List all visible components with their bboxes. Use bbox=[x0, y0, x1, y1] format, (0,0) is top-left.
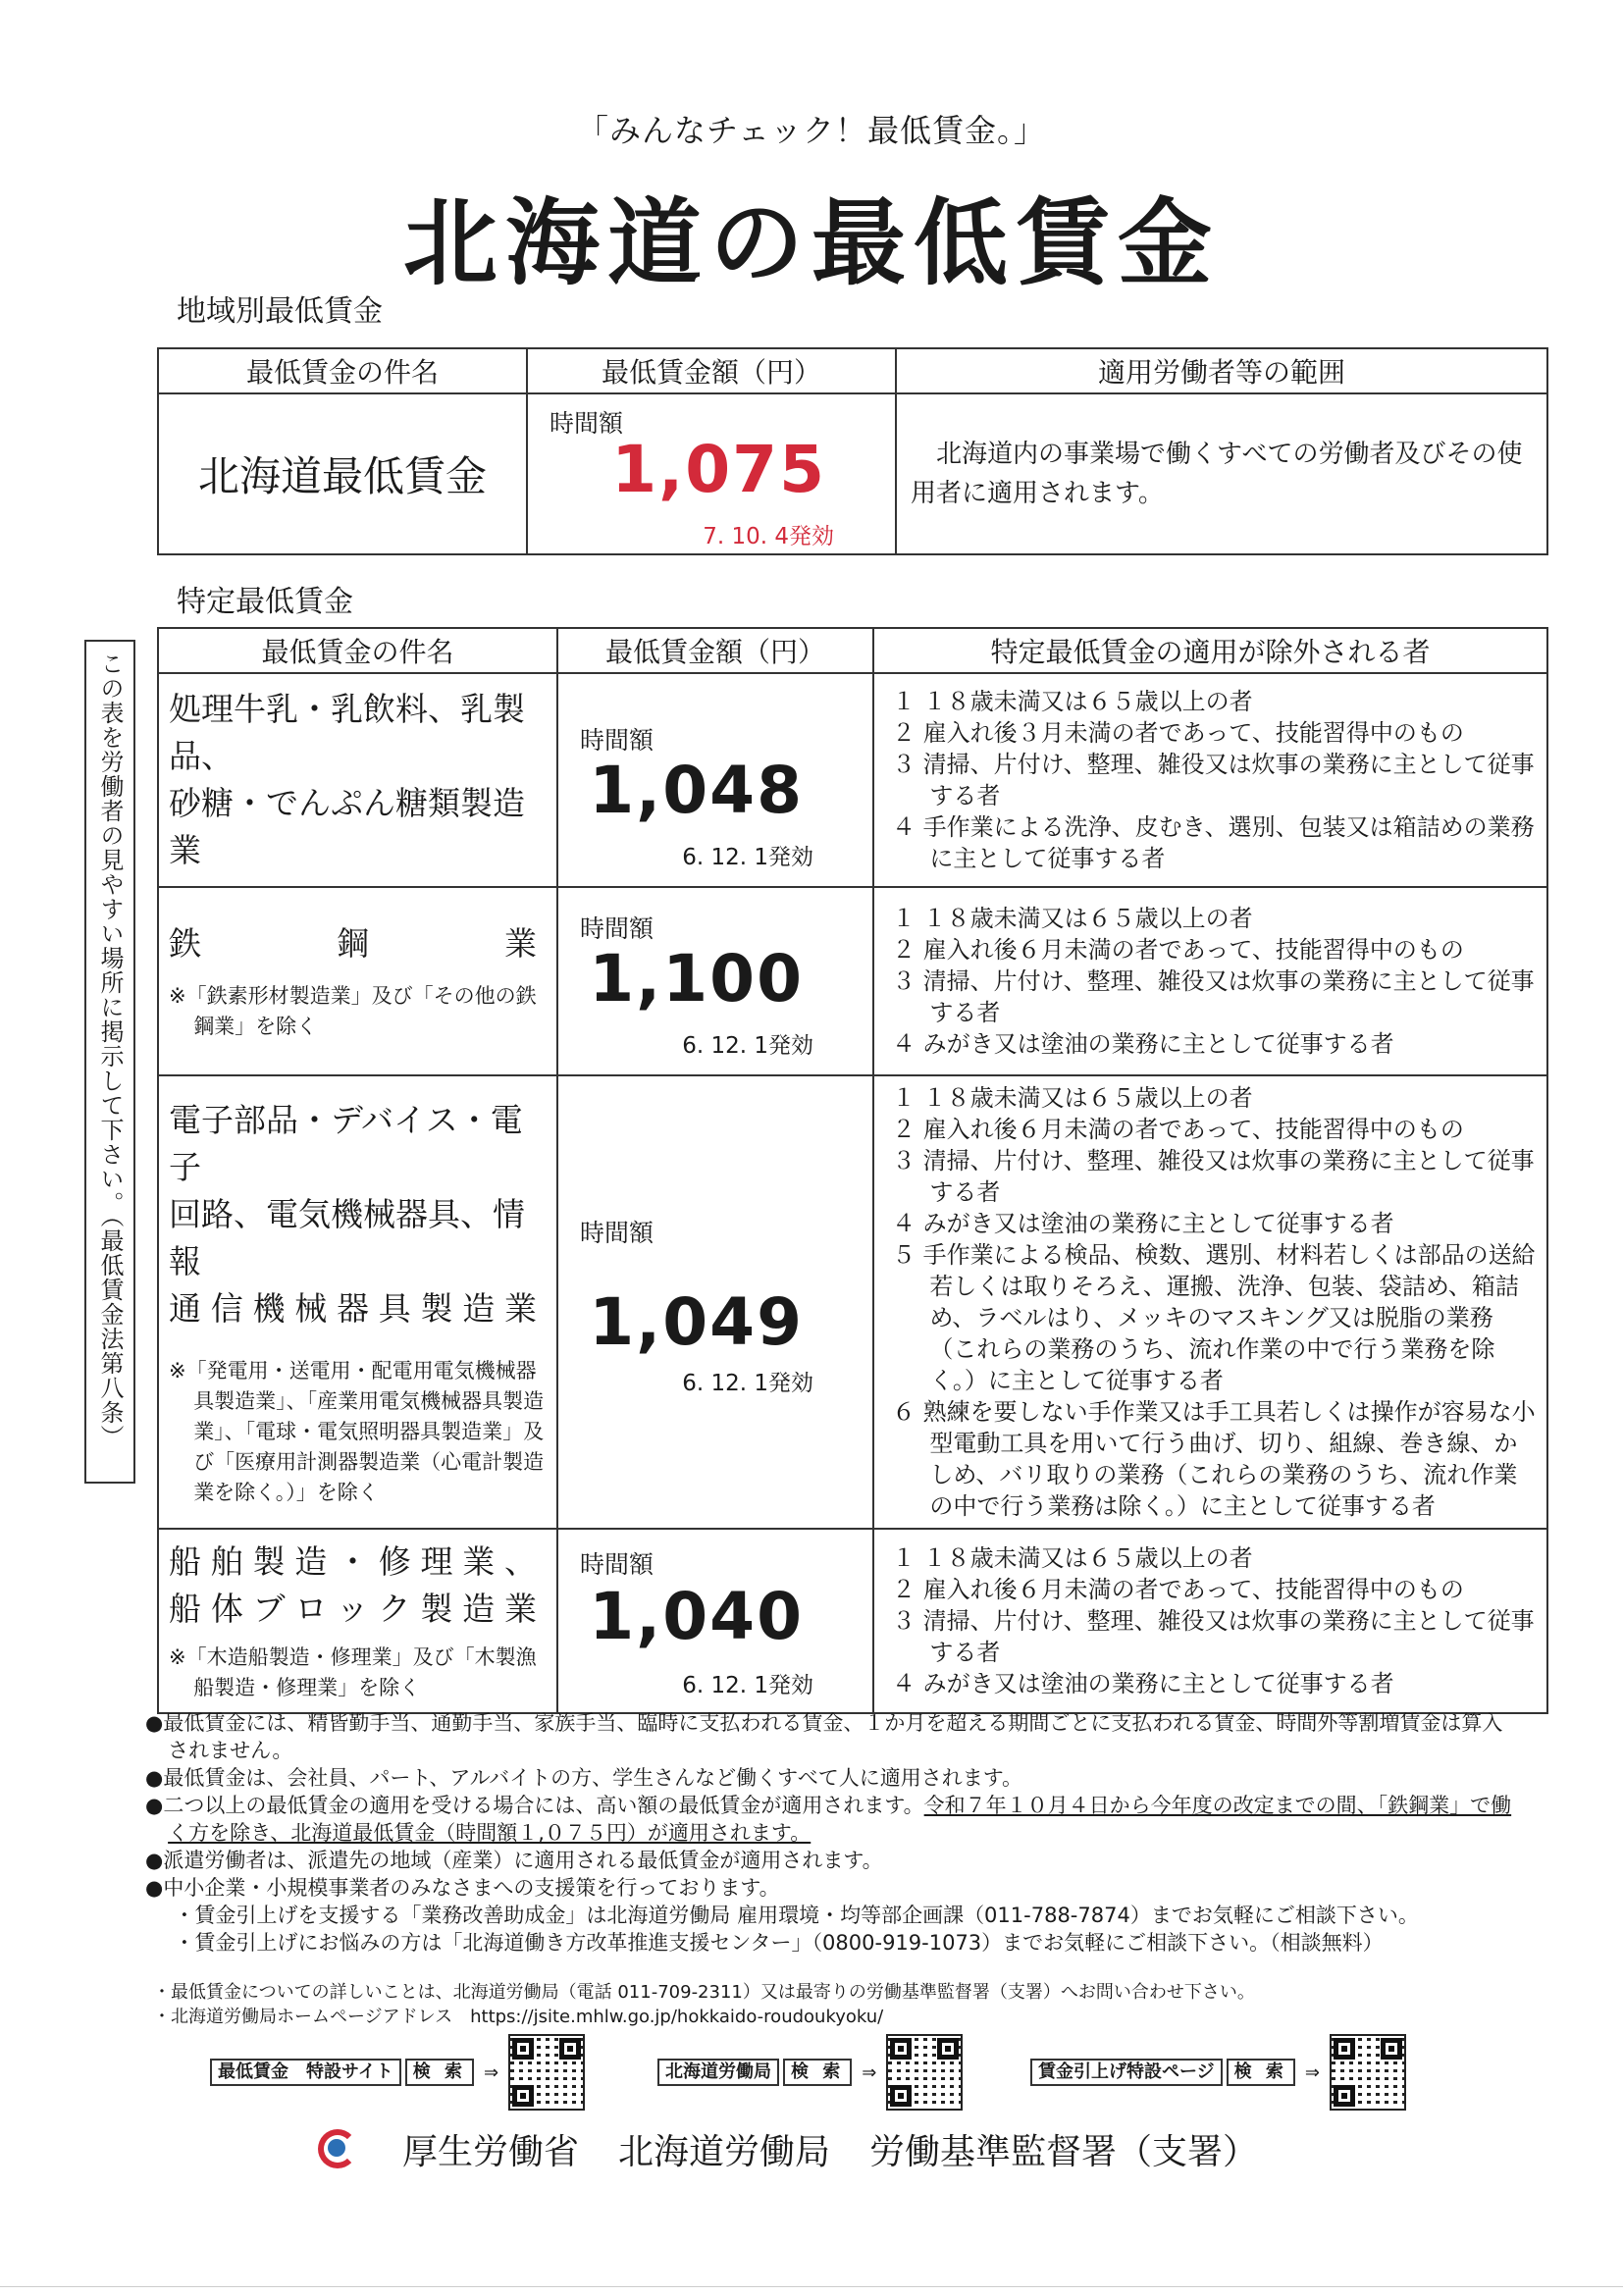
wage-amount: 1,040 bbox=[589, 1579, 804, 1654]
wage-amount: 1,100 bbox=[589, 941, 804, 1017]
exclusions-cell bbox=[873, 1529, 1547, 1713]
effective-date: 7. 10. 4発効 bbox=[703, 524, 834, 549]
note-item: ●派遣労働者は、派遣先の地域（産業）に適用される最低賃金が適用されます。 bbox=[145, 1849, 883, 1872]
header-exclusions: 特定最低賃金の適用が除外される者 bbox=[873, 628, 1547, 673]
exclusion-item: ３ 清掃、片付け、整理、雑役又は炊事の業務に主として従事する者 bbox=[892, 751, 1535, 809]
industry-name-line: 回路、電気機械器具、情報 bbox=[169, 1194, 525, 1280]
industry-name-cell bbox=[158, 673, 557, 887]
posting-notice: この表を労働者の見やすい場所に掲示して下さい。（最低賃金法第八条） bbox=[84, 640, 135, 1484]
industry-note: ※「木造船製造・修理業」及び「木製漁船製造・修理業」を除く bbox=[169, 1645, 537, 1699]
link-minimum-wage-site[interactable] bbox=[210, 2033, 585, 2112]
industry-name-line: 通信機械器具製造業 bbox=[169, 1288, 537, 1328]
search-button[interactable]: 検 索 bbox=[783, 2059, 852, 2086]
exclusion-item: ２ 雇入れ後３月未満の者であって、技能習得中のもの bbox=[892, 719, 1464, 747]
exclusion-item: ４ みがき又は塗油の業務に主として従事する者 bbox=[892, 1670, 1394, 1697]
industry-name-cell bbox=[158, 1075, 557, 1529]
effective-date: 6. 12. 1発効 bbox=[682, 1673, 813, 1698]
office-name: 労働基準監督署（支署） bbox=[869, 2132, 1259, 2172]
exclusion-item: ２ 雇入れ後６月未満の者であって、技能習得中のもの bbox=[892, 936, 1464, 964]
header-amount: 最低賃金額（円） bbox=[557, 628, 873, 673]
arrow-icon: ⇒ bbox=[862, 2061, 877, 2083]
divider bbox=[0, 2286, 1623, 2287]
link-label: 最低賃金 特設サイト bbox=[210, 2059, 401, 2086]
ministry-name: 厚生労働省 bbox=[402, 2132, 580, 2172]
note-text: ●二つ以上の最低賃金の適用を受ける場合には、高い額の最低賃金が適用されます。 bbox=[145, 1794, 924, 1817]
wage-amount: 1,075 bbox=[611, 432, 826, 507]
header-amount: 最低賃金額（円） bbox=[527, 348, 896, 393]
regional-wage-table bbox=[157, 347, 1548, 555]
exclusion-item: ６ 熟練を要しない手作業又は手工具若しくは操作が容易な小型電動工具を用いて行う曲げ、切り、組線、巻き線、かしめ、バリ取りの業務（これらの業務のうち、流れ作業の中で行う業務は除く。）に主として従事する者 bbox=[892, 1398, 1536, 1520]
page-title: 北海道の最低賃金 bbox=[403, 188, 1220, 298]
note-item: ●最低賃金には、精皆勤手当、通勤手当、家族手当、臨時に支払われる賃金、１か月を超える期間ごとに支払われる賃金、時間外等割増賃金は算入されません。 bbox=[145, 1711, 1503, 1762]
arrow-icon: ⇒ bbox=[1304, 2061, 1321, 2083]
table-row bbox=[158, 673, 1547, 887]
bureau-name: 北海道労働局 bbox=[618, 2132, 831, 2172]
table-row bbox=[158, 1529, 1547, 1713]
industry-name-line: 処理牛乳・乳飲料、乳製品、 bbox=[169, 690, 525, 775]
note-item: ●最低賃金は、会社員、パート、アルバイトの方、学生さんなど働くすべて人に適用されます。 bbox=[145, 1766, 1023, 1790]
exclusions-cell bbox=[873, 673, 1547, 887]
exclusion-item: ５ 手作業による検品、検数、選別、材料若しくは部品の送給若しくは取りそろえ、運搬、洗浄、包装、袋詰め、箱詰め、ラベルはり、メッキのマスキング又は脱脂の業務（これらの業務のうち、流れ作業の中で行う業務を除く。）に主として従事する者 bbox=[892, 1241, 1536, 1394]
exclusion-item: ２ 雇入れ後６月未満の者であって、技能習得中のもの bbox=[892, 1576, 1464, 1603]
industry-name-line: 船舶製造・修理業、 bbox=[169, 1542, 537, 1581]
wage-amount: 1,049 bbox=[589, 1284, 804, 1360]
wage-cell bbox=[557, 673, 873, 887]
exclusion-item: ４ 手作業による洗浄、皮むき、選別、包装又は箱詰めの業務に主として従事する者 bbox=[892, 813, 1535, 872]
table-row bbox=[158, 887, 1547, 1075]
exclusion-item: ４ みがき又は塗油の業務に主として従事する者 bbox=[892, 1030, 1394, 1058]
homepage-note: ・北海道労働局ホームページアドレス https://jsite.mhlw.go.jp/hokkaido-roudoukyoku/ bbox=[153, 2007, 884, 2027]
contact-note: ・最低賃金についての詳しいことは、北海道労働局（電話 011-709-2311）又は最寄りの労働基準監督署（支署）へお問い合わせ下さい。 bbox=[153, 1982, 1255, 2003]
slogan: 「みんなチェック！最低賃金。」 bbox=[576, 112, 1047, 149]
wage-label: 時間額 bbox=[580, 1550, 654, 1579]
effective-date: 6. 12. 1発効 bbox=[682, 1371, 813, 1396]
wage-label: 時間額 bbox=[580, 726, 654, 755]
link-wage-raise-page[interactable] bbox=[1030, 2033, 1406, 2112]
industry-name-cell bbox=[158, 1529, 557, 1713]
wage-cell bbox=[557, 887, 873, 1075]
exclusion-item: １ １８歳未満又は６５歳以上の者 bbox=[892, 1084, 1253, 1112]
wage-name: 北海道最低賃金 bbox=[158, 393, 527, 554]
specific-section-title: 特定最低賃金 bbox=[177, 585, 353, 619]
note-underlined-text: 令和７年１０月４日から今年度の改定までの間、「鉄鋼業」で働く方を除き、北海道最低賃金（時間額１,０７５円）が適用されます。 bbox=[168, 1794, 1512, 1845]
notes-list bbox=[145, 1709, 1519, 1957]
industry-name-line: 船体ブロック製造業 bbox=[169, 1590, 537, 1628]
exclusion-item: ３ 清掃、片付け、整理、雑役又は炊事の業務に主として従事する者 bbox=[892, 967, 1535, 1026]
search-button[interactable]: 検 索 bbox=[1227, 2059, 1295, 2086]
qr-code-icon[interactable] bbox=[1330, 2034, 1406, 2111]
ministry-logo-icon bbox=[314, 2125, 363, 2174]
note-subitem: ・賃金引上げにお悩みの方は「北海道働き方改革推進支援センター」（0800-919-1073）までお気軽にご相談下さい。（相談無料） bbox=[174, 1931, 1384, 1955]
note-item: ●中小企業・小規模事業者のみなさまへの支援策を行っております。 bbox=[145, 1876, 780, 1900]
exclusions-cell bbox=[873, 1075, 1547, 1529]
table-row bbox=[158, 1075, 1547, 1529]
link-label: 北海道労働局 bbox=[657, 2059, 779, 2086]
industry-name-line: 鉄鋼業 bbox=[169, 924, 537, 963]
wage-cell bbox=[557, 1529, 873, 1713]
wage-cell bbox=[527, 393, 896, 554]
industry-note: ※「発電用・送電用・配電用電気機械器具製造業」、「産業用電気機械器具製造業」、「電球・電気照明器具製造業」及び「医療用計測器製造業（心電計製造業を除く。）」を除く bbox=[169, 1358, 545, 1504]
wage-label: 時間額 bbox=[550, 409, 624, 438]
qr-code-icon[interactable] bbox=[886, 2034, 963, 2111]
header-scope: 適用労働者等の範囲 bbox=[896, 348, 1547, 393]
link-hokkaido-labour-bureau[interactable] bbox=[657, 2033, 963, 2112]
footer bbox=[314, 2124, 1297, 2174]
effective-date: 6. 12. 1発効 bbox=[682, 845, 813, 870]
table-row bbox=[158, 393, 1547, 554]
wage-label: 時間額 bbox=[580, 1219, 654, 1247]
wage-label: 時間額 bbox=[580, 914, 654, 943]
wage-amount: 1,048 bbox=[589, 753, 804, 828]
exclusion-item: １ １８歳未満又は６５歳以上の者 bbox=[892, 905, 1253, 932]
header-name: 最低賃金の件名 bbox=[158, 628, 557, 673]
regional-section-title: 地域別最低賃金 bbox=[177, 294, 383, 329]
header-name: 最低賃金の件名 bbox=[158, 348, 527, 393]
industry-name-line: 砂糖・でんぷん糖類製造業 bbox=[169, 784, 525, 869]
exclusion-item: １ １８歳未満又は６５歳以上の者 bbox=[892, 688, 1253, 715]
search-button[interactable]: 検 索 bbox=[405, 2059, 474, 2086]
exclusions-cell bbox=[873, 887, 1547, 1075]
link-label: 賃金引上げ特設ページ bbox=[1030, 2059, 1223, 2086]
industry-note: ※「鉄素形材製造業」及び「その他の鉄鋼業」を除く bbox=[169, 984, 537, 1038]
industry-name-line: 電子部品・デバイス・電子 bbox=[169, 1100, 523, 1186]
effective-date: 6. 12. 1発効 bbox=[682, 1033, 813, 1059]
exclusion-item: ３ 清掃、片付け、整理、雑役又は炊事の業務に主として従事する者 bbox=[892, 1147, 1535, 1206]
exclusion-item: １ １８歳未満又は６５歳以上の者 bbox=[892, 1544, 1253, 1572]
specific-wage-table bbox=[157, 627, 1548, 1714]
industry-name-cell bbox=[158, 887, 557, 1075]
scope-text: 北海道内の事業場で働くすべての労働者及びその使用者に適用されます。 bbox=[896, 393, 1547, 554]
exclusion-item: ４ みがき又は塗油の業務に主として従事する者 bbox=[892, 1210, 1394, 1237]
note-item bbox=[145, 1792, 1519, 1847]
note-subitem: ・賃金引上げを支援する「業務改善助成金」は北海道労働局 雇用環境・均等部企画課（011-788-7874）までお気軽にご相談下さい。 bbox=[174, 1904, 1419, 1927]
exclusion-item: ２ 雇入れ後６月未満の者であって、技能習得中のもの bbox=[892, 1116, 1464, 1143]
qr-code-icon[interactable] bbox=[508, 2034, 585, 2111]
wage-cell bbox=[557, 1075, 873, 1529]
arrow-icon: ⇒ bbox=[484, 2061, 499, 2083]
exclusion-item: ３ 清掃、片付け、整理、雑役又は炊事の業務に主として従事する者 bbox=[892, 1607, 1535, 1666]
